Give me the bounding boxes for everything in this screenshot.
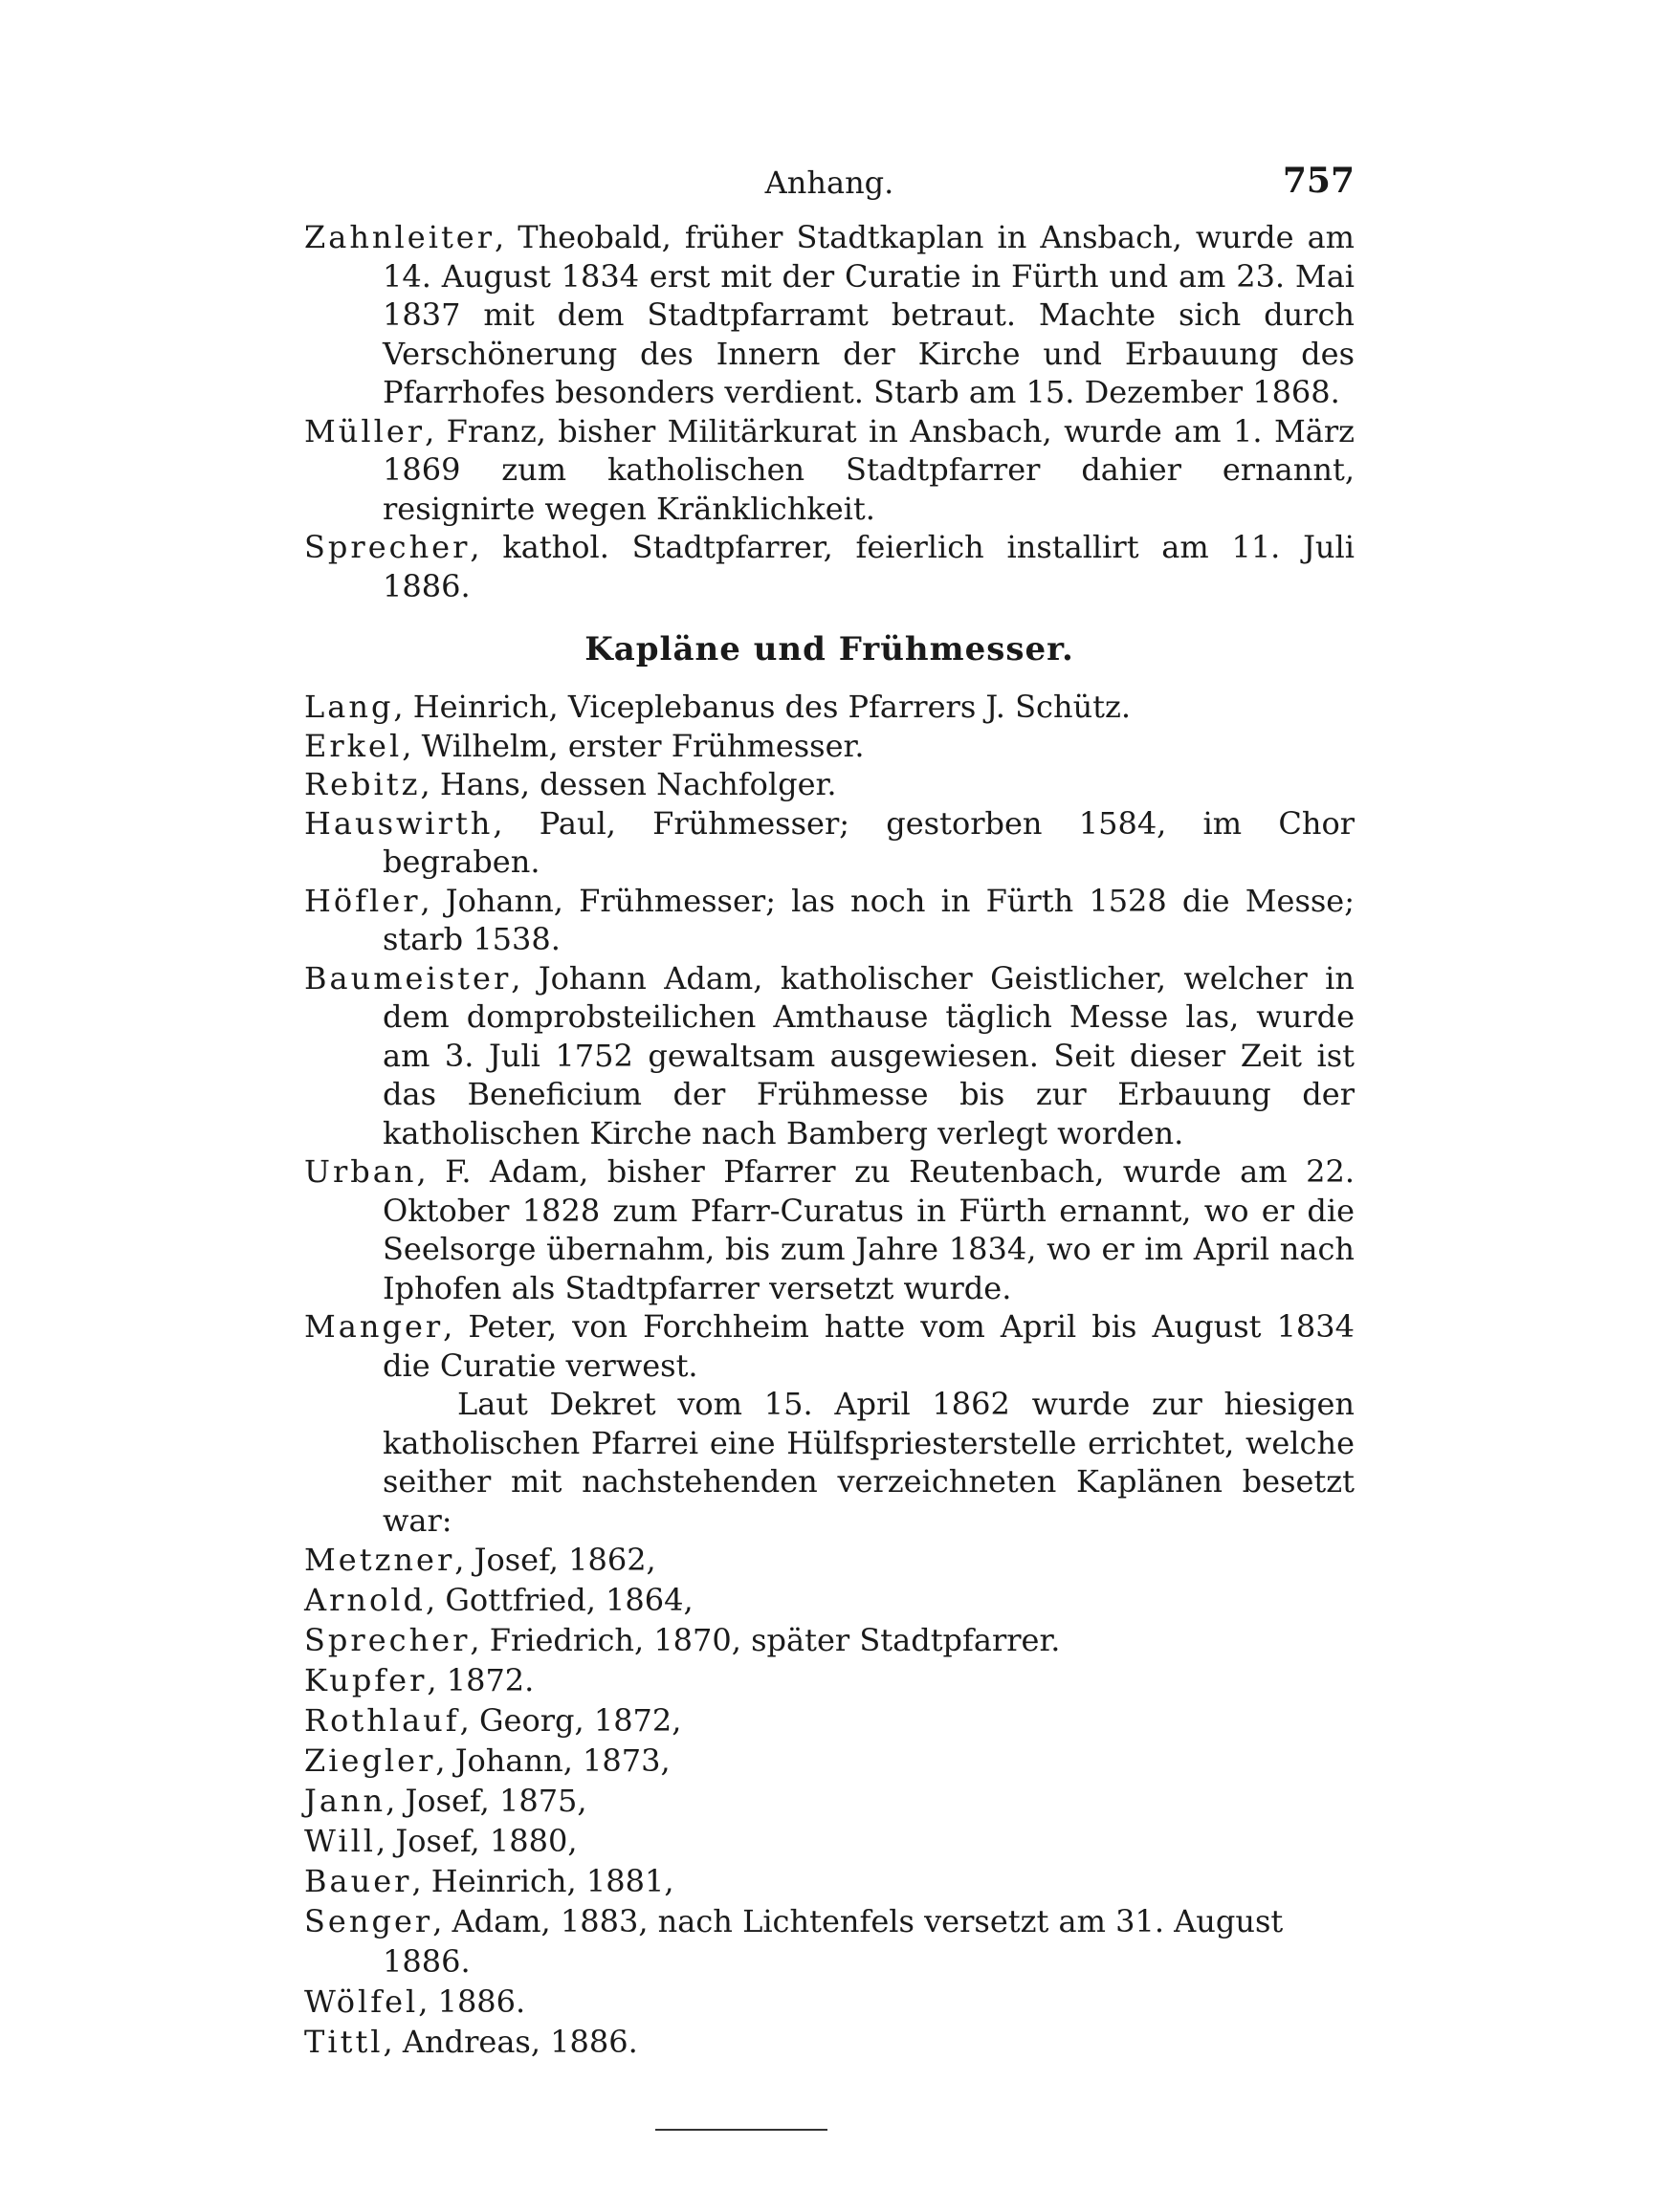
entry-text: , Heinrich, Viceplebanus des Pfarrers J. Schütz.: [393, 689, 1132, 725]
entry-text: , Friedrich, 1870, später Stadtpfarrer.: [470, 1622, 1061, 1658]
hilfspriester-entry: [304, 1620, 1355, 1660]
hilfspriester-entry: [304, 1861, 1355, 1901]
entry-name: Arnold: [304, 1582, 426, 1618]
running-head-title: Anhang.: [764, 164, 894, 201]
entry-name: Jann: [304, 1783, 386, 1819]
end-rule: [655, 2129, 827, 2131]
entry-text: , Johann, Frühmesser; las noch in Fürth 1528 die Messe; starb 1538.: [383, 882, 1355, 957]
entry-name: Sprecher: [304, 1622, 471, 1658]
pastor-entry: [304, 528, 1355, 605]
entry-text: , 1886.: [418, 1983, 526, 2020]
entry-name: Senger: [304, 1903, 433, 1939]
entry-name: Kupfer: [304, 1662, 428, 1698]
entry-name: Urban: [304, 1153, 417, 1190]
hilfspriester-entry: [304, 1821, 1355, 1861]
entry-name: Müller: [304, 412, 426, 449]
kaplan-entry: [304, 1152, 1355, 1307]
entry-text: , Gottfried, 1864,: [426, 1582, 694, 1618]
pastor-entry: [304, 412, 1355, 529]
pastor-list: [304, 218, 1355, 605]
entry-text: , Peter, von Forchheim hatte vom April bis August 1834 die Curatie verwest.: [383, 1308, 1355, 1384]
kaplan-entry: [304, 882, 1355, 959]
entry-name: Bauer: [304, 1863, 412, 1899]
kaplan-entry: [304, 727, 1355, 766]
running-head: [304, 161, 1355, 218]
entry-text: , Adam, 1883, nach Lichtenfels versetzt am 31. August 1886.: [383, 1903, 1284, 1980]
entry-text: , Johann, 1873,: [435, 1742, 671, 1779]
hilfspriester-entry: [304, 1781, 1355, 1821]
kaplan-entry: [304, 804, 1355, 882]
hilfspriester-entry: [304, 1540, 1355, 1580]
kaplan-entry: [304, 959, 1355, 1153]
entry-name: Tittl: [304, 2024, 384, 2060]
entry-text: , Heinrich, 1881,: [411, 1863, 674, 1899]
entry-name: Will: [304, 1823, 377, 1859]
page-number: 757: [1282, 161, 1355, 201]
entry-text: , F. Adam, bisher Pfarrer zu Reutenbach, wurde am 22. Oktober 1828 zum Pfarr-Curatus in Fürth ernannt, wo er die Seelsorge übernahm, bis zum Jahre 1834, wo er im April nach Iphofen als Stadtpfarrer versetzt wurde.: [383, 1153, 1355, 1306]
entry-text: , Georg, 1872,: [459, 1702, 682, 1739]
entry-text: , Hans, dessen Nachfolger.: [420, 766, 837, 802]
entry-name: Rothlauf: [304, 1702, 460, 1739]
hilfspriester-entry: [304, 1580, 1355, 1620]
entry-text: , Josef, 1862,: [454, 1542, 656, 1578]
entry-text: , Josef, 1875,: [386, 1783, 587, 1819]
book-page: [304, 161, 1355, 2131]
kaplan-entry: [304, 688, 1355, 727]
decree-paragraph: Laut Dekret vom 15. April 1862 wurde zur hiesigen katholischen Pfarrei eine Hülfspriesterstelle errichtet, welche seither mit nachstehenden verzeichneten Kaplänen besetzt war:: [383, 1386, 1355, 1539]
entry-text: , kathol. Stadtpfarrer, feierlich installirt am 11. Juli 1886.: [383, 529, 1355, 604]
entry-text: , Paul, Frühmesser; gestorben 1584, im Chor begraben.: [383, 804, 1355, 880]
entry-text: , 1872.: [427, 1662, 535, 1698]
section-heading: Kapläne und Frühmesser.: [584, 630, 1074, 668]
entry-text: , Andreas, 1886.: [383, 2024, 638, 2060]
entry-name: Rebitz: [304, 766, 421, 802]
entry-name: Manger: [304, 1308, 444, 1345]
entry-name: Zahnleiter: [304, 219, 496, 255]
entry-name: Lang: [304, 689, 394, 725]
entry-text: , Theobald, früher Stadtkaplan in Ansbach, wurde am 14. August 1834 erst mit der Curatie in Fürth und am 23. Mai 1837 mit dem Stadtpfarramt betraut. Machte sich durch Verschönerung des Innern der Kirche und Erbauung des Pfarrhofes besonders verdient. Starb am 15. Dezember 1868.: [383, 219, 1355, 410]
entry-text: , Johann Adam, katholischer Geistlicher, welcher in dem domprobsteilichen Amthause täglich Messe las, wurde am 3. Juli 1752 gewaltsam ausgewiesen. Seit dieser Zeit ist das Beneficium der Frühmesse bis zur Erbauung der katholischen Kirche nach Bamberg verlegt worden.: [383, 959, 1355, 1151]
hilfspriester-entry: [304, 2022, 1355, 2062]
kaplaene-list: [304, 688, 1355, 1385]
entry-name: Baumeister: [304, 959, 512, 996]
entry-name: Ziegler: [304, 1742, 436, 1779]
hilfspriester-entry: [304, 1660, 1355, 1700]
entry-name: Wölfel: [304, 1983, 419, 2020]
kaplan-entry: [304, 765, 1355, 804]
hilfspriester-list: [304, 1540, 1355, 2062]
hilfspriester-entry: [304, 1741, 1355, 1781]
entry-name: Hauswirth: [304, 804, 494, 842]
entry-text: , Josef, 1880,: [376, 1823, 578, 1859]
entry-name: Metzner: [304, 1542, 455, 1578]
hilfspriester-entry: [304, 1901, 1355, 1982]
pastor-entry: [304, 218, 1355, 412]
kaplan-entry: [304, 1307, 1355, 1385]
entry-name: Höfler: [304, 882, 421, 919]
entry-text: , Franz, bisher Militärkurat in Ansbach, wurde am 1. März 1869 zum katholischen Stadtpfarrer dahier ernannt, resignirte wegen Kränklichkeit.: [383, 412, 1355, 527]
entry-name: Erkel: [304, 727, 403, 764]
hilfspriester-entry: [304, 1700, 1355, 1741]
entry-name: Sprecher: [304, 529, 471, 565]
entry-text: , Wilhelm, erster Frühmesser.: [402, 727, 865, 764]
hilfspriester-entry: [304, 1982, 1355, 2022]
